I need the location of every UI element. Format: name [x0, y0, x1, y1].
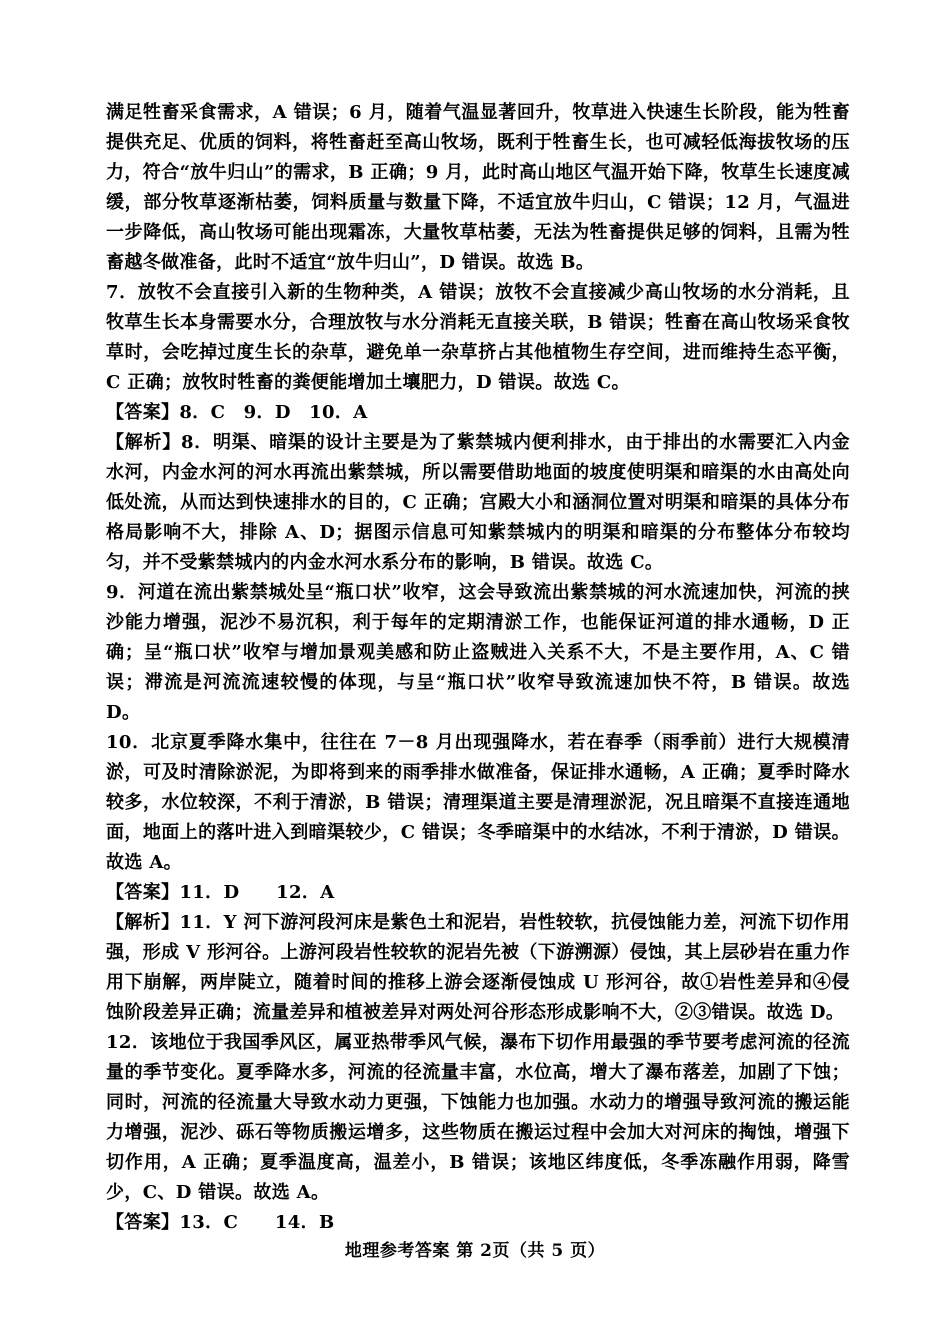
answer-line-8-10: 【答案】8．C 9．D 10．A: [106, 402, 368, 423]
paragraph-q12: 12．该地位于我国季风区，属亚热带季风气候，瀑布下切作用最强的季节要考虑河流的径流量的季节变化。夏季降水多，河流的径流量丰富，水位高，增大了瀑布落差，加剧了下蚀；同时，河流的径流量大导致水动力更强，下蚀能力也加强。水动力的增强导致河流的搬运能力增强，泥沙、砾石等物质搬运增多，这些物质在搬运过程中会加大对河床的掏蚀，增强下切作用，A 正确；夏季温度高，温差小，B 错误；该地区纬度低，冬季冻融作用弱，降雪少，C、D 错误。故选 A。: [106, 1032, 850, 1203]
paragraph-q8: 【解析】8．明渠、暗渠的设计主要是为了紫禁城内便利排水，由于排出的水需要汇入内金水河，内金水河的河水再流出紫禁城，所以需要借助地面的坡度使明渠和暗渠的水由高处向低处流，从而达到快速排水的目的，C 正确；宫殿大小和涵洞位置对明渠和暗渠的具体分布格局影响不大，排除 A、D；据图示信息可知紫禁城内的明渠和暗渠的分布整体分布较均匀，并不受紫禁城内的内金水河水系分布的影响，B 错误。故选 C。: [106, 432, 850, 573]
paragraph-q9: 9．河道在流出紫禁城处呈“瓶口状”收窄，这会导致流出紫禁城的河水流速加快，河流的挟沙能力增强，泥沙不易沉积，利于每年的定期清淤工作，也能保证河道的排水通畅，D 正确；呈“瓶口状”收窄与增加景观美感和防止盗贼进入关系不大，不是主要作用，A、C 错误；滞流是河流流速较慢的体现，与呈“瓶口状”收窄导致流速加快不符，B 错误。故选 D。: [106, 582, 850, 723]
paragraph-q10: 10．北京夏季降水集中，往往在 7－8 月出现强降水，若在春季（雨季前）进行大规模清淤，可及时清除淤泥，为即将到来的雨季排水做准备，保证排水通畅，A 正确；夏季时降水较多，水位较深，不利于清淤，B 错误；清理渠道主要是清理淤泥，况且暗渠不直接连通地面，地面上的落叶进入到暗渠较少，C 错误；冬季暗渠中的水结冰，不利于清淤，D 错误。故选 A。: [106, 732, 850, 873]
answer-text-body: [106, 98, 850, 1238]
paragraph-q7: 7．放牧不会直接引入新的生物种类，A 错误；放牧不会直接减少高山牧场的水分消耗，且牧草生长本身需要水分，合理放牧与水分消耗无直接关联，B 错误；牲畜在高山牧场采食牧草时，会吃掉过度生长的杂草，避免单一杂草挤占其他植物生存空间，进而维持生态平衡，C 正确；放牧时牲畜的粪便能增加土壤肥力，D 错误。故选 C。: [106, 282, 850, 393]
answer-line-11-12: 【答案】11．D 12．A: [106, 882, 335, 903]
paragraph-q6-continued: 满足牲畜采食需求，A 错误；6 月，随着气温显著回升，牧草进入快速生长阶段，能为牲畜提供充足、优质的饲料，将牲畜赶至高山牧场，既利于牲畜生长，也可减轻低海拔牧场的压力，符合“放牛归山”的需求，B 正确；9 月，此时高山地区气温开始下降，牧草生长速度减缓，部分牧草逐渐枯萎，饲料质量与数量下降，不适宜放牛归山，C 错误；12 月，气温进一步降低，高山牧场可能出现霜冻，大量牧草枯萎，无法为牲畜提供足够的饲料，且需为牲畜越冬做准备，此时不适宜“放牛归山”，D 错误。故选 B。: [106, 102, 850, 273]
paragraph-q11: 【解析】11．Y 河下游河段河床是紫色土和泥岩，岩性较软，抗侵蚀能力差，河流下切作用强，形成 V 形河谷。上游河段岩性较软的泥岩先被（下游溯源）侵蚀，其上层砂岩在重力作用下崩解，两岸陡立，随着时间的推移上游会逐渐侵蚀成 U 形河谷，故①岩性差异和④侵蚀阶段差异正确；流量差异和植被差异对两处河谷形态形成影响不大，②③错误。故选 D。: [106, 912, 850, 1023]
answer-line-13-14: 【答案】13．C 14．B: [106, 1212, 335, 1233]
page-footer: 地理参考答案 第 2页（共 5 页）: [344, 1241, 606, 1261]
